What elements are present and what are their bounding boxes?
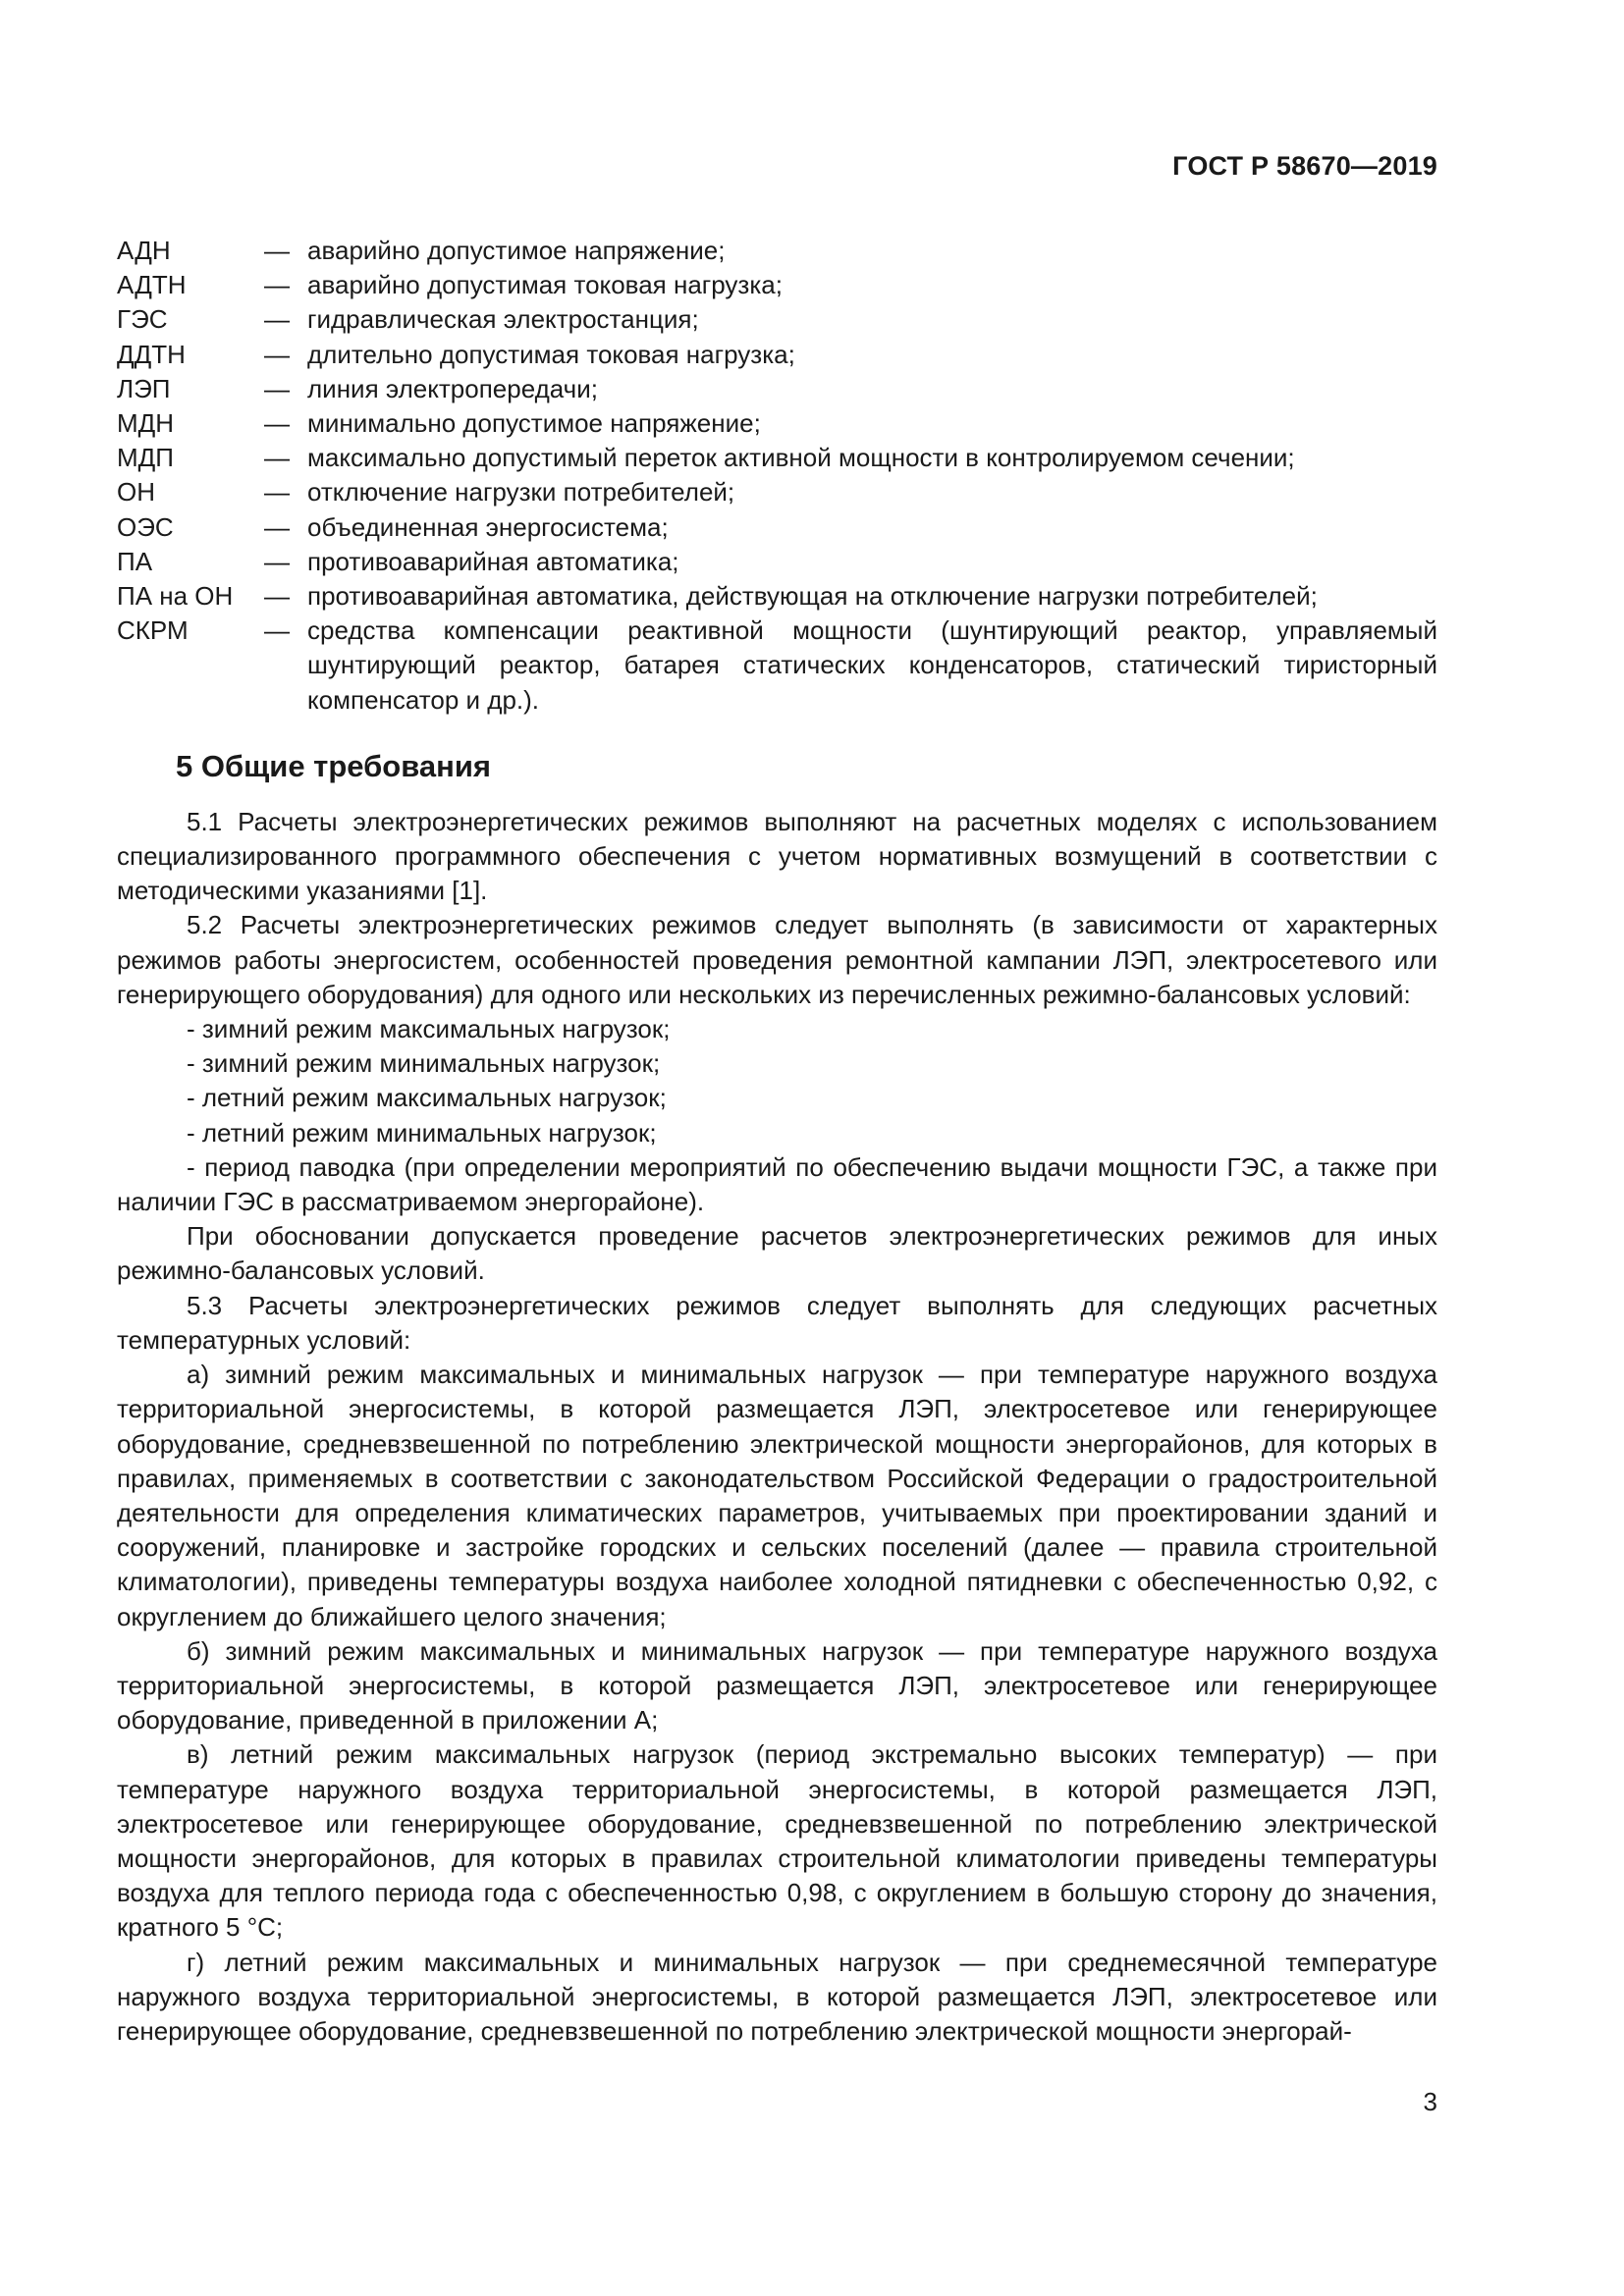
list-item: - летний режим максимальных нагрузок; — [187, 1083, 667, 1113]
paragraph-justification: При обосновании допускается проведение расчетов электроэнергетических режимов для иных режимно-балансовых условий. — [117, 1221, 1437, 1286]
abbreviation-definition: противоаварийная автоматика; — [307, 546, 679, 576]
abbreviation-definition: максимально допустимый переток активной мощности в контролируемом сечении; — [307, 443, 1295, 473]
abbreviation-term: ДДТН — [117, 339, 186, 369]
abbreviation-dash: — — [264, 511, 290, 542]
abbreviation-dash: — — [264, 373, 290, 403]
abbreviation-dash: — — [264, 236, 290, 265]
item-a: а) зимний режим максимальных и минимальных нагрузок — при температуре наружного воздуха территориальной энергосистемы, в которой размещается ЛЭП, электросетевое или генерирующее оборудование, средневзвешенной по потреблению электрической мощности энергорайонов, для которых в правилах, применяемых в соответствии с законодательством Российской Федерации о градостроительной деятельности для определения климатических параметров, учитываемых при проектировании зданий и сооружений, планировке и застройке городских и сельских поселений (далее — правила строительной климатологии), приведены температуры воздуха наиболее холодной пятидневки с обеспеченностью 0,92, с округлением до ближайшего целого значения; — [117, 1360, 1437, 1631]
abbreviation-definition: противоаварийная автоматика, действующая на отключение нагрузки потребителей; — [307, 581, 1318, 612]
list-item: - зимний режим минимальных нагрузок; — [187, 1048, 661, 1079]
paragraph-5-2: 5.2 Расчеты электроэнергетических режимов следует выполнять (в зависимости от характерных режимов работы энергосистем, особенностей проведения ремонтной кампании ЛЭП, электросетевого или генерирующего оборудования) для одного или нескольких из перечисленных режимно-балансовых условий: — [117, 910, 1437, 1009]
abbreviation-row — [117, 510, 1437, 545]
abbreviations-list — [117, 234, 1437, 718]
item-v: в) летний режим максимальных нагрузок (период экстремально высоких температур) — при температуре наружного воздуха территориальной энергосистемы, в которой размещается ЛЭП, электросетевое или генерирующее оборудование, средневзвешенной по потреблению электрической мощности энергорайонов, для которых в правилах строительной климатологии приведены температуры воздуха для теплого периода года с обеспеченностью 0,98, с округлением в большую сторону до значения, кратного 5 °C; — [117, 1739, 1437, 1943]
abbreviation-row — [117, 441, 1437, 475]
abbreviation-dash: — — [264, 546, 290, 576]
abbreviation-term: ГЭС — [117, 304, 168, 335]
abbreviation-definition: линия электропередачи; — [307, 373, 598, 403]
page-content — [117, 234, 1437, 2049]
abbreviation-term: АДН — [117, 236, 171, 265]
abbreviation-dash: — — [264, 581, 290, 612]
list-item: - зимний режим максимальных нагрузок; — [187, 1014, 671, 1044]
section-heading: 5 Общие требования — [176, 748, 491, 783]
list-item: - летний режим минимальных нагрузок; — [187, 1117, 657, 1148]
paragraph-5-1: 5.1 Расчеты электроэнергетических режимов выполняют на расчетных моделях с использованием специализированного программного обеспечения с учетом нормативных возмущений в соответствии с методическими указаниями [1]. — [117, 806, 1437, 906]
abbreviation-term: МДН — [117, 408, 175, 439]
abbreviation-dash: — — [264, 270, 290, 300]
abbreviation-term: ОН — [117, 477, 155, 507]
abbreviation-definition: минимально допустимое напряжение; — [307, 408, 761, 439]
page-number: 3 — [1423, 2087, 1437, 2116]
abbreviation-term: ЛЭП — [117, 373, 171, 403]
abbreviation-term: АДТН — [117, 270, 187, 300]
abbreviation-definition: длительно допустимая токовая нагрузка; — [307, 339, 795, 369]
abbreviation-row — [117, 545, 1437, 579]
document-code-header: ГОСТ Р 58670—2019 — [1172, 151, 1437, 181]
abbreviation-definition: объединенная энергосистема; — [307, 511, 669, 542]
abbreviation-row — [117, 475, 1437, 509]
abbreviation-row — [117, 234, 1437, 268]
abbreviation-definition: аварийно допустимая токовая нагрузка; — [307, 270, 783, 300]
abbreviation-dash: — — [264, 304, 290, 335]
abbreviation-definition: аварийно допустимое напряжение; — [307, 236, 726, 265]
abbreviation-row — [117, 372, 1437, 406]
item-b: б) зимний режим максимальных и минимальных нагрузок — при температуре наружного воздуха территориальной энергосистемы, в которой размещается ЛЭП, электросетевое или генерирующее оборудование, приведенной в приложении А; — [117, 1635, 1437, 1735]
abbreviation-term: МДП — [117, 443, 174, 473]
list-item: - период паводка (при определении мероприятий по обеспечению выдачи мощности ГЭС, а также при наличии ГЭС в рассматриваемом энергорайоне). — [117, 1151, 1437, 1217]
paragraph-5-3: 5.3 Расчеты электроэнергетических режимов следует выполнять для следующих расчетных температурных условий: — [117, 1290, 1437, 1355]
item-g: г) летний режим максимальных и минимальных нагрузок — при среднемесячной температуре наружного воздуха территориальной энергосистемы, в которой размещается ЛЭП, электросетевое или генерирующее оборудование, средневзвешенной по потреблению электрической мощности энергорай- — [117, 1947, 1437, 2046]
abbreviation-row — [117, 302, 1437, 337]
abbreviation-dash: — — [264, 615, 290, 646]
abbreviation-definition: отключение нагрузки потребителей; — [307, 477, 735, 507]
abbreviation-term: ПА на ОН — [117, 581, 234, 612]
abbreviation-term: ОЭС — [117, 511, 174, 542]
abbreviation-definition: гидравлическая электростанция; — [307, 304, 699, 335]
abbreviation-row — [117, 406, 1437, 441]
abbreviation-dash: — — [264, 339, 290, 369]
abbreviation-row — [117, 614, 1437, 718]
abbreviation-term: ПА — [117, 546, 153, 576]
abbreviation-definition: средства компенсации реактивной мощности (шунтирующий реактор, управляемый шунтирующий реактор, батарея статических конденсаторов, статический тиристорный компенсатор и др.). — [307, 615, 1437, 715]
abbreviation-dash: — — [264, 477, 290, 507]
abbreviation-dash: — — [264, 443, 290, 473]
abbreviation-row — [117, 579, 1437, 614]
abbreviation-row — [117, 338, 1437, 372]
abbreviation-dash: — — [264, 408, 290, 439]
abbreviation-term: СКРМ — [117, 615, 189, 646]
abbreviation-row — [117, 268, 1437, 302]
